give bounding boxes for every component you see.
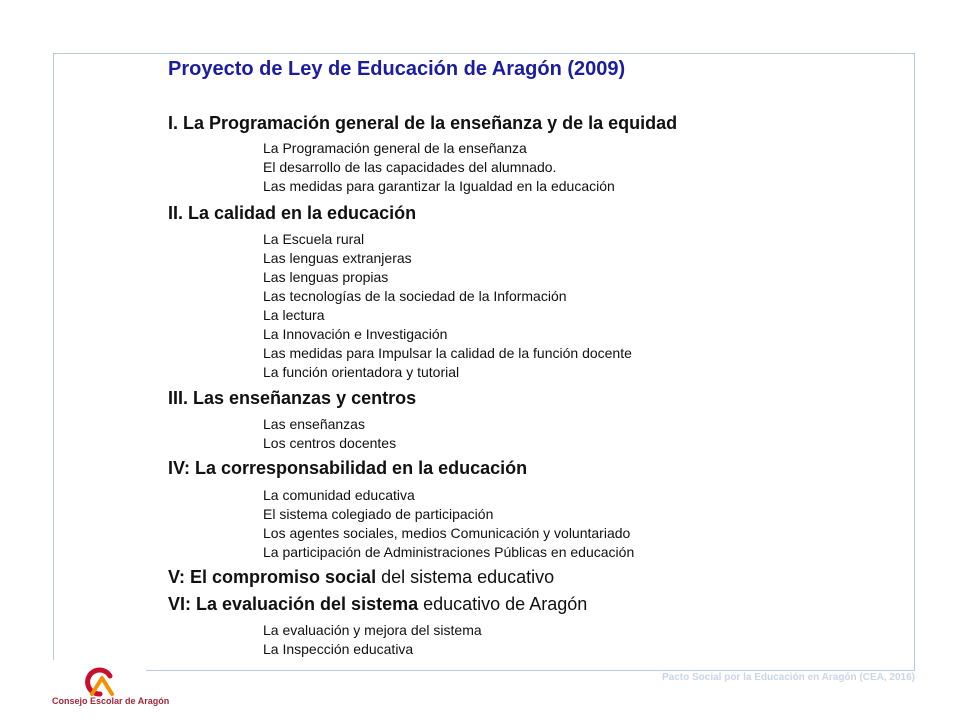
title-year: (2009) bbox=[567, 58, 626, 80]
logo-text: Consejo Escolar de Aragón bbox=[52, 696, 170, 706]
list-item: La lectura bbox=[263, 307, 325, 323]
list-item: Los agentes sociales, medios Comunicación y voluntariado bbox=[263, 525, 631, 541]
list-item: Las enseñanzas bbox=[263, 416, 365, 432]
list-item: El desarrollo de las capacidades del alumnado. bbox=[263, 159, 557, 175]
list-item: La comunidad educativa bbox=[263, 487, 415, 503]
list-item: Las lenguas propias bbox=[263, 269, 389, 285]
section-1-list bbox=[263, 139, 615, 196]
section-4-heading: IV: La corresponsabilidad en la educación bbox=[168, 458, 528, 478]
list-item: La Programación general de la enseñanza bbox=[263, 140, 527, 156]
list-item: Las medidas para garantizar la Igualdad en la educación bbox=[263, 178, 615, 194]
section-2-heading: II. La calidad en la educación bbox=[168, 203, 417, 223]
section-2-list bbox=[263, 230, 632, 382]
list-item: La Escuela rural bbox=[263, 231, 365, 247]
section-1-heading: I. La Programación general de la enseñanza y de la equidad bbox=[168, 113, 678, 133]
list-item: Los centros docentes bbox=[263, 435, 397, 451]
list-item: La función orientadora y tutorial bbox=[263, 364, 460, 380]
footer-citation: Pacto Social por la Educación en Aragón (CEA, 2016) bbox=[661, 672, 915, 683]
section-4-list bbox=[263, 486, 634, 562]
list-item: Las medidas para Impulsar la calidad de la función docente bbox=[263, 345, 632, 361]
section-3-heading: III. Las enseñanzas y centros bbox=[168, 388, 417, 408]
list-item: La Inspección educativa bbox=[263, 641, 414, 657]
list-item: La evaluación y mejora del sistema bbox=[263, 622, 482, 638]
title-main: Proyecto de Ley de Educación de Aragón bbox=[168, 58, 562, 80]
section-5-heading: V: El compromiso social del sistema educativo bbox=[168, 567, 555, 587]
section-6-heading: VI: La evaluación del sistema educativo de Aragón bbox=[168, 594, 588, 614]
list-item: La participación de Administraciones Públicas en educación bbox=[263, 544, 635, 560]
list-item: El sistema colegiado de participación bbox=[263, 506, 494, 522]
section-3-list bbox=[263, 415, 396, 453]
section-6-list bbox=[263, 621, 482, 659]
list-item: La Innovación e Investigación bbox=[263, 326, 448, 342]
list-item: Las lenguas extranjeras bbox=[263, 250, 412, 266]
list-item: Las tecnologías de la sociedad de la Información bbox=[263, 288, 567, 304]
slide-title bbox=[168, 58, 625, 81]
